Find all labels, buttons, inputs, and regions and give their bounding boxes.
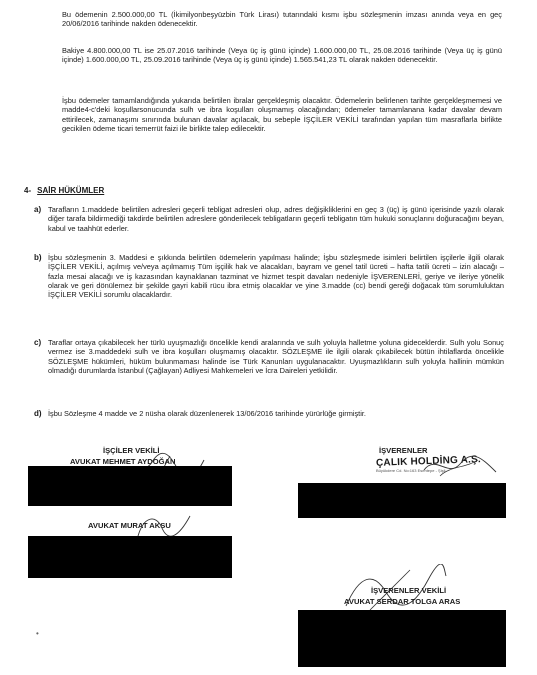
clause-c-mark: c) <box>34 338 42 347</box>
margin-mark: • <box>36 629 39 638</box>
paragraph-payment-terms: İşbu ödemeler tamamlandığında yukarıda belirtilen ibralar gerçekleşmiş olacaktır. Ödemelerin belirlenen tarihte gerçekleşmemesi ve madde4-c'deki koşullarsonucunda sulh ve ibra koşulları oluşmamış olacağından; ödemeler tamamlanana kadar davalar devam ettirilecek, zamanaşımı sınırında bulunan davalar açılacak, bu sebeple İŞÇİLER VEKİLİ tarafından yapılan tüm masraflarla birlikte gecikilen ödeme ticari temerrüt faizi ile birlikte talep edilecektir. <box>62 96 502 133</box>
clause-c <box>34 338 504 398</box>
right-lawyer-name: AVUKAT SERDAR TOLGA ARAS <box>344 597 461 606</box>
clause-a-mark: a) <box>34 205 42 214</box>
clause-b-mark: b) <box>34 253 42 262</box>
left-lawyer-1-name: AVUKAT MEHMET AYDOĞAN <box>70 457 176 466</box>
clause-b-text: İşbu sözleşmenin 3. Maddesi e şıkkında belirtilen ödemelerin yapılması halinde; İşbu sözleşmede isimleri belirtilen işçilerle ilgili olarak İŞÇİLER VEKİLİ, açılmış ve/veya açılmamış Tüm işçilik hak ve alacakları, bayram ve genel tatil ücreti – hafta tatili ücreti – izin alacağı – fazla mesai alacağı ve iş kazasından kaynaklanan tazminat ve hizmet tespit davaları nedeniyle İŞVERENLERİ, geriye ve ileriye yönelik olarak ve geri dönülemez bir şekilde gayri kabili rücu ibra etmiş olacaklar ve yine 3.madde (cc) bendi gereği doğacak tüm sorumluluktan İŞÇİLER VEKİLİ sorumlu olacaklardır. <box>48 253 504 300</box>
left-signatory-title: İŞÇİLER VEKİLİ <box>103 446 160 455</box>
clause-c-text: Taraflar ortaya çıkabilecek her türlü uyuşmazlığı öncelikle kendi aralarında ve sulh yoluyla halletme yoluna gideceklerdir. Sulh yolu Sonuç vermez ise 3.maddedeki sulh ve ibra koşulları oluşmamış olacaktır. SÖZLEŞME ile ilgili olarak çıkabilecek bütün ihtilaflarda öncelikle SÖZLEŞME hükümleri, hüküm bulunmaması halinde ise Türk Kanunları uygulanacaktır. Uyuşmazlıkların sulh yoluyla hallinin mümkün olmadığı durumlarda İstanbul (Çağlayan) Adliyesi Mahkemeleri ve İcra Daireleri yetkilidir. <box>48 338 504 375</box>
left-lawyer-2-name: AVUKAT MURAT AKSU <box>88 521 171 530</box>
right-signature-scribble <box>420 452 500 480</box>
clause-b <box>34 253 504 333</box>
company-stamp-name: ÇALIK HOLDİNG A.Ş. <box>375 454 482 469</box>
paragraph-payment-initial: Bu ödemenin 2.500.000,00 TL (İkimilyonbeşyüzbin Türk Lirası) tutarındaki kısmı işbu sözleşmenin imzası anında veya en geç 20/06/2016 tarihinde nakden ödenecektir. <box>62 10 502 29</box>
redaction-box-right-2 <box>298 610 506 667</box>
clause-d <box>34 409 504 421</box>
clause-a <box>34 205 504 245</box>
paragraph-payment-balance: Bakiye 4.800.000,00 TL ise 25.07.2016 tarihinde (Veya üç iş günü içinde) 1.600.000,00 TL, 25.08.2016 tarihinde (Veya üç iş günü içinde) 1.600.000,00 TL, 25.09.2016 tarihinde (Veya üç iş günü içinde) 1.565.541,23 TL olarak nakden ödenecektir. <box>62 46 502 65</box>
clause-d-mark: d) <box>34 409 42 418</box>
redaction-box-right-1 <box>298 483 506 518</box>
section-heading <box>24 186 104 195</box>
redaction-box-left-2 <box>28 536 232 578</box>
redaction-box-left-1 <box>28 466 232 506</box>
clause-d-text: İşbu Sözleşme 4 madde ve 2 nüsha olarak düzenlenerek 13/06/2016 tarihinde yürürlüğe girmiştir. <box>48 409 366 418</box>
company-stamp-address: Büyükdere Cd. No:163 Esentepe - Şişli <box>376 468 446 473</box>
right-rep-title: İŞVERENLER VEKİLİ <box>371 586 447 595</box>
right-signatory-title: İŞVERENLER <box>379 446 428 455</box>
section-title: SAİR HÜKÜMLER <box>37 186 105 195</box>
clause-a-text: Tarafların 1.maddede belirtilen adresleri geçerli tebligat adresleri olup, adres değişikliklerini en geç 3 (üç) iş günü içerisinde yazılı olarak diğer tarafa bildirmediği takdirde belirtilen adreslere gönderilecek tebligatların geçerli tebligatın tüm hukuki sonuçlarını doğuracağını beyan, kabul ve taahhüt ederler. <box>48 205 504 233</box>
section-number: 4- <box>24 186 32 195</box>
